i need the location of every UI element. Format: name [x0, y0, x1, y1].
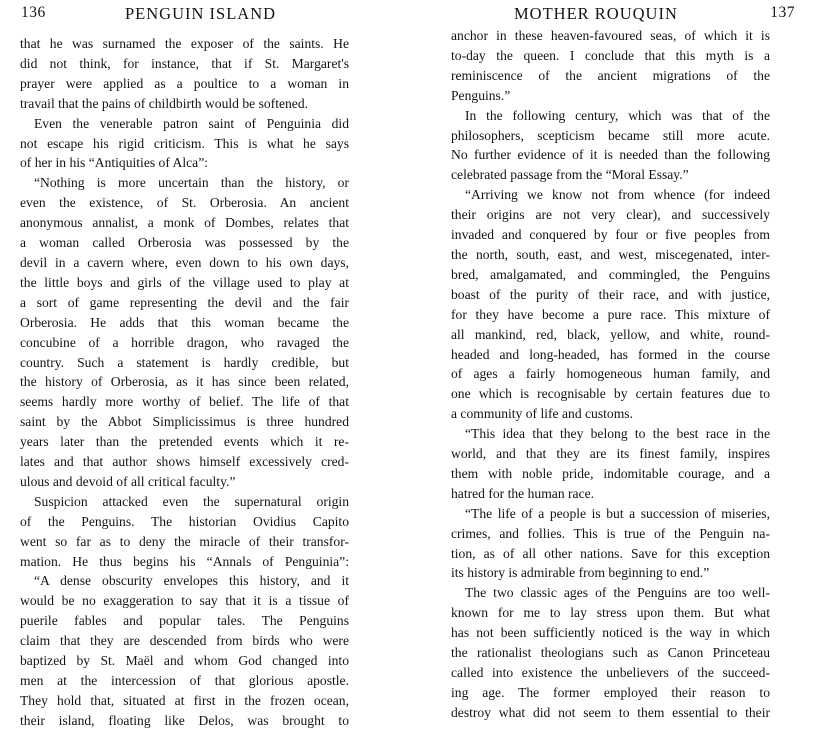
text-line: has not been sufficiently noticed is the way in which — [451, 625, 770, 641]
text-line: “Nothing is more uncertain than the history, or — [34, 175, 349, 191]
text-line: did not think, for instance, that if St. Margaret's — [20, 55, 349, 71]
running-head: MOTHER ROUQUIN — [514, 4, 678, 23]
text-line: a woman called Orberosia was possessed by the — [20, 235, 349, 251]
text-line: They hold that, situated at first in the frozen ocean, — [20, 692, 349, 708]
text-line: not escape his rigid criticism. This is what he says — [20, 135, 349, 151]
text-line: mation. He thus begins his “Annals of Penguinia”: — [20, 553, 349, 569]
text-line: philosophers, scepticism became still more acute. — [451, 127, 770, 143]
text-line: years later than the pretended events which it re- — [20, 434, 349, 450]
text-line: ulous and devoid of all critical faculty.” — [20, 473, 236, 489]
text-line: headed and long-headed, has formed in the course — [451, 346, 770, 362]
text-line: known for me to lay stress upon them. But what — [451, 605, 770, 621]
text-line: of her in his “Antiquities of Alca”: — [20, 155, 209, 171]
text-line: Penguins.” — [451, 87, 511, 103]
left-page-text — [20, 34, 349, 731]
text-line: reminiscence of the ancient migrations of the — [451, 67, 770, 83]
text-line: bred, amalgamated, and commingled, the Penguins — [451, 266, 770, 282]
text-line: celebrated passage from the “Moral Essay.” — [451, 167, 689, 183]
text-line: “This idea that they belong to the best race in the — [465, 426, 770, 442]
text-line: anonymous annalist, a monk of Dombes, relates that — [20, 215, 349, 231]
text-line: went so far as to deny the miracle of their transfor- — [20, 533, 349, 549]
text-line: called into existence the unbelievers of the succeed- — [451, 665, 770, 680]
text-line: men at the intercession of that glorious apostle. — [20, 673, 349, 688]
text-line: claim that they are descended from birds who were — [20, 633, 349, 649]
text-line: one which is recognisable by certain features due to — [451, 386, 770, 402]
text-line: “A dense obscurity envelopes this history, and it — [34, 573, 349, 589]
text-line: anchor in these heaven-favoured seas, of which it is — [451, 28, 770, 43]
text-line: world, and that they are its finest family, inspires — [451, 446, 770, 462]
text-line: of ages a fairly homogeneous human family, and — [451, 366, 770, 382]
text-line: Even the venerable patron saint of Penguinia did — [34, 115, 349, 131]
text-line: No further evidence of it is needed than the following — [451, 147, 770, 163]
right-page-text — [451, 26, 770, 723]
text-line: that he was surnamed the exposer of the saints. He — [20, 36, 349, 51]
text-line: baptized by St. Maël and whom God changed into — [20, 653, 349, 669]
text-line: prayer were applied as a poultice to a woman in — [20, 75, 349, 91]
text-line: lates and that author shows himself excessively cred- — [20, 454, 349, 470]
text-line: its history is admirable from beginning to end.” — [451, 565, 710, 581]
text-line: the history of Orberosia, as it has since been related, — [20, 374, 349, 390]
text-line: The two classic ages of the Penguins are too well- — [465, 585, 770, 601]
running-head: PENGUIN ISLAND — [125, 4, 277, 23]
text-line: Suspicion attacked even the supernatural origin — [34, 493, 349, 509]
text-line: a community of life and customs. — [451, 406, 633, 422]
text-line: tion, as of all other nations. Save for this exception — [451, 545, 770, 561]
page-number: 136 — [21, 4, 46, 21]
text-line: Orberosia. He adds that this woman became the — [20, 314, 349, 330]
book-gutter — [400, 0, 418, 610]
text-line: country. Such a statement is hardly credible, but — [20, 354, 349, 370]
text-line: devil in a cavern where, even down to his own days, — [20, 254, 349, 270]
text-line: invaded and conquered by four or five peoples from — [451, 227, 770, 243]
left-page — [0, 0, 400, 728]
text-line: concubine of a horrible dragon, who ravaged the — [20, 334, 349, 350]
text-line: crimes, and follies. This is true of the Penguin na- — [451, 525, 770, 541]
text-line: seems hardly more worthy of belief. The life of that — [20, 394, 349, 410]
text-line: for they have become a pure race. This mixture of — [451, 306, 770, 322]
text-line: them with noble pride, indomitable courage, and a — [451, 465, 770, 481]
right-page-header — [478, 4, 795, 28]
page-number: 137 — [770, 4, 795, 21]
text-line: destroy what did not seem to them essential to their — [451, 704, 770, 720]
text-line: to-day the queen. I conclude that this myth is a — [451, 47, 770, 63]
text-line: the little boys and girls of the village used to play at — [20, 274, 349, 290]
text-line: the rationalist theologians such as Canon Princeteau — [451, 645, 770, 661]
text-line: their origins are not very clear), and successively — [451, 207, 770, 223]
text-line: hatred for the human race. — [451, 485, 595, 501]
text-line: “Arriving we know not from whence (for indeed — [465, 187, 770, 203]
text-line: puerile fables and popular tales. The Penguins — [20, 613, 349, 629]
text-line: even the existence, of St. Orberosia. An ancient — [20, 195, 349, 211]
text-line: “The life of a people is but a succession of miseries, — [465, 505, 770, 521]
text-line: all mankind, red, black, yellow, and white, round- — [451, 326, 770, 342]
right-page — [418, 0, 817, 720]
text-line: ing age. The former employed their reason to — [451, 684, 770, 700]
text-line: the north, south, east, and west, miscegenated, inter- — [451, 246, 770, 262]
text-line: of the Penguins. The historian Ovidius Capito — [20, 513, 349, 529]
text-line: their island, floating like Delos, was brought to — [20, 712, 349, 728]
text-line: would be no exaggeration to say that it is a tissue of — [20, 593, 349, 609]
text-line: boast of the purity of their race, and with justice, — [451, 286, 770, 302]
text-line: saint by the Abbot Simplicissimus is three hundred — [20, 414, 349, 430]
left-page-header — [21, 4, 350, 28]
text-line: In the following century, which was that of the — [465, 107, 770, 123]
text-line: a sort of game representing the devil and the fair — [20, 294, 349, 310]
text-line: travail that the pains of childbirth would be softened. — [20, 95, 309, 111]
